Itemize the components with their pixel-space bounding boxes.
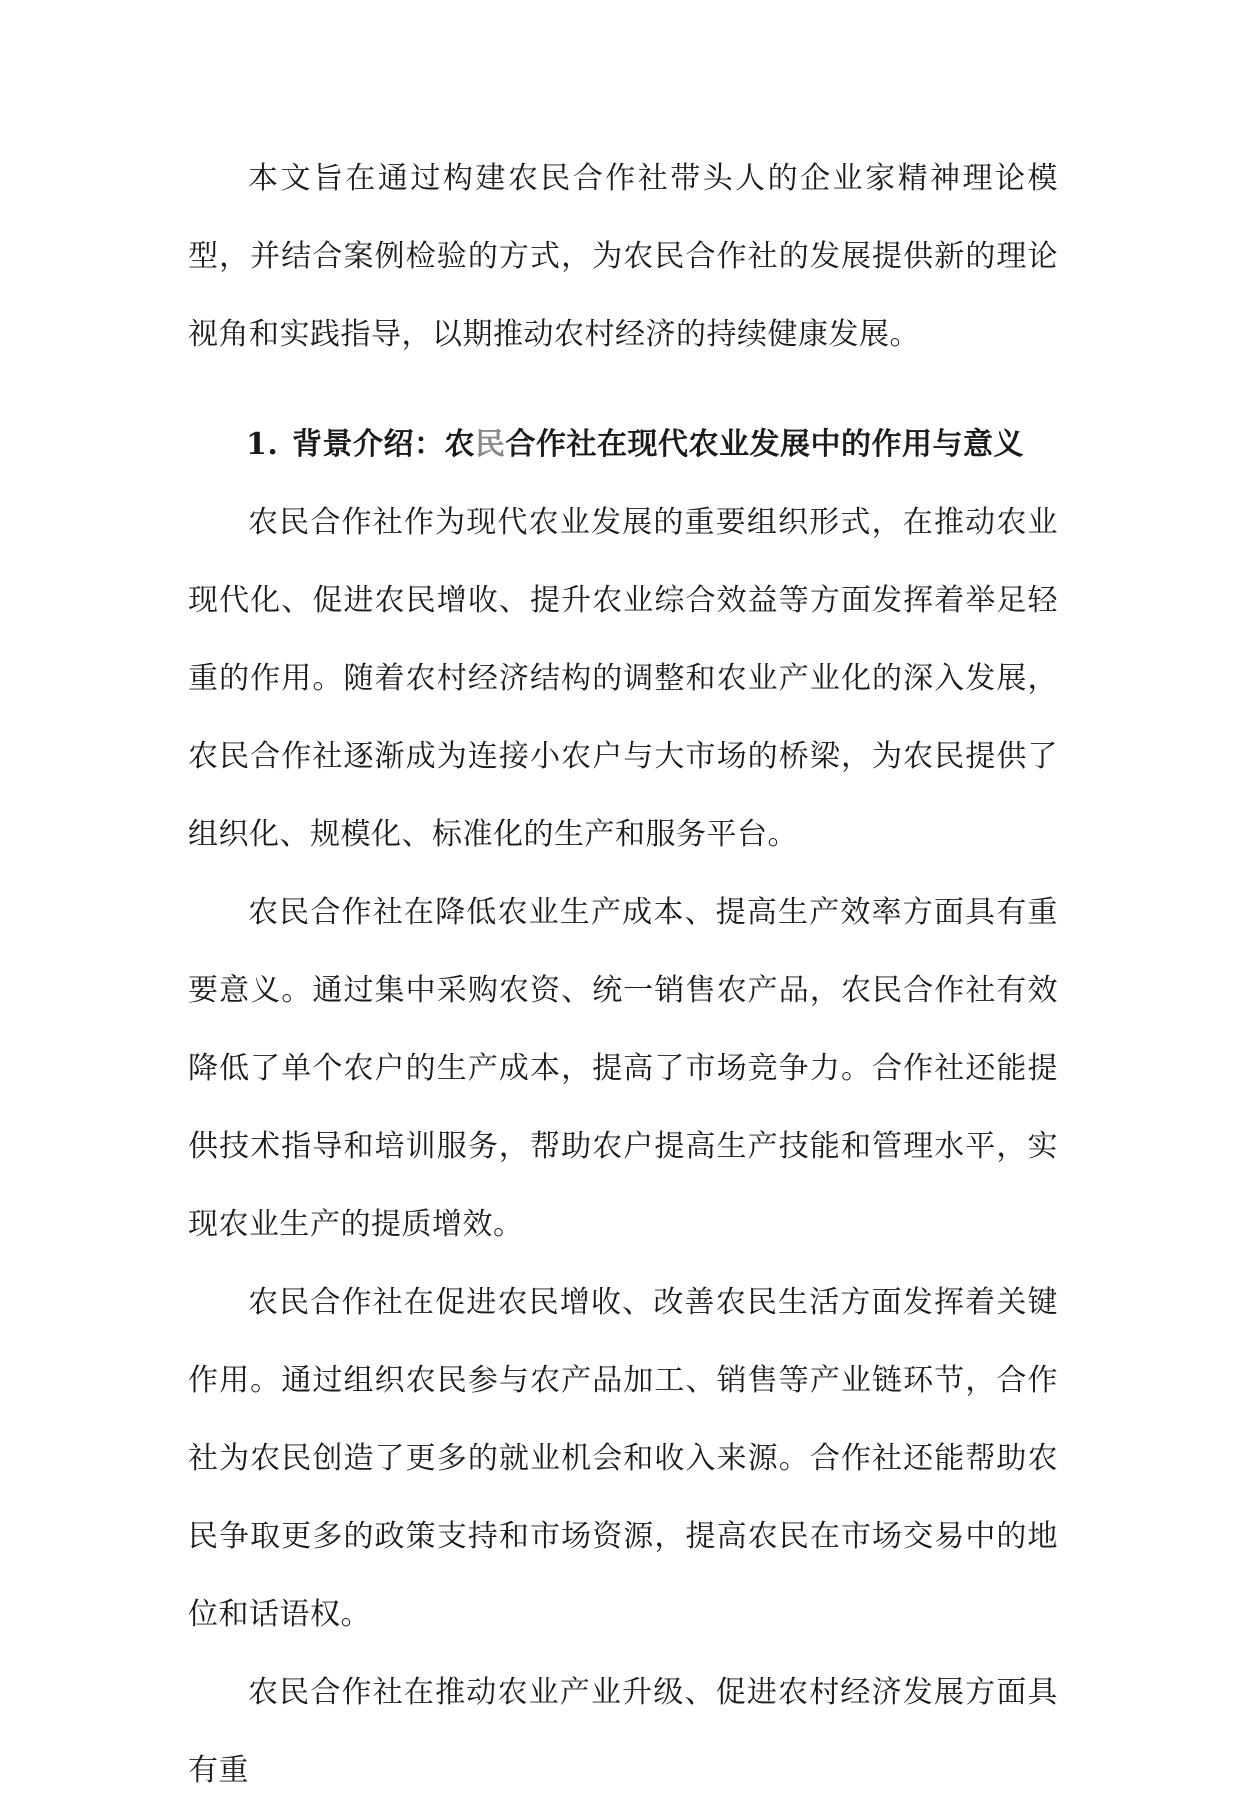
body-paragraph-3: 农民合作社在促进农民增收、改善农民生活方面发挥着关键作用。通过组织农民参与农产品加工、销售等产业链环节，合作社为农民创造了更多的就业机会和收入来源。合作社还能帮助农民争取更多的政策支持和市场资源，提高农民在市场交易中的地位和话语权。 <box>188 1285 1058 1632</box>
body-paragraph-4: 农民合作社在推动农业产业升级、促进农村经济发展方面具有重 <box>188 1675 1058 1788</box>
section-heading <box>188 406 1058 484</box>
section-title-highlight: 民 <box>475 427 506 462</box>
section-title-suffix: 合作社在现代农业发展中的作用与意义 <box>505 427 1024 462</box>
intro-paragraph: 本文旨在通过构建农民合作社带头人的企业家精神理论模型，并结合案例检验的方式，为农民合作社的发展提供新的理论视角和实践指导，以期推动农村经济的持续健康发展。 <box>188 161 1058 352</box>
section-title-prefix: 背景介绍：农 <box>292 427 475 462</box>
section-number: 1. <box>246 427 279 462</box>
body-paragraph-2: 农民合作社在降低农业生产成本、提高生产效率方面具有重要意义。通过集中采购农资、统一销售农产品，农民合作社有效降低了单个农户的生产成本，提高了市场竞争力。合作社还能提供技术指导和培训服务，帮助农户提高生产技能和管理水平，实现农业生产的提质增效。 <box>188 895 1058 1242</box>
body-paragraph-1: 农民合作社作为现代农业发展的重要组织形式，在推动农业现代化、促进农民增收、提升农业综合效益等方面发挥着举足轻重的作用。随着农村经济结构的调整和农业产业化的深入发展，农民合作社逐渐成为连接小农户与大市场的桥梁，为农民提供了组织化、规模化、标准化的生产和服务平台。 <box>188 505 1058 852</box>
document-body <box>188 140 1058 1810</box>
